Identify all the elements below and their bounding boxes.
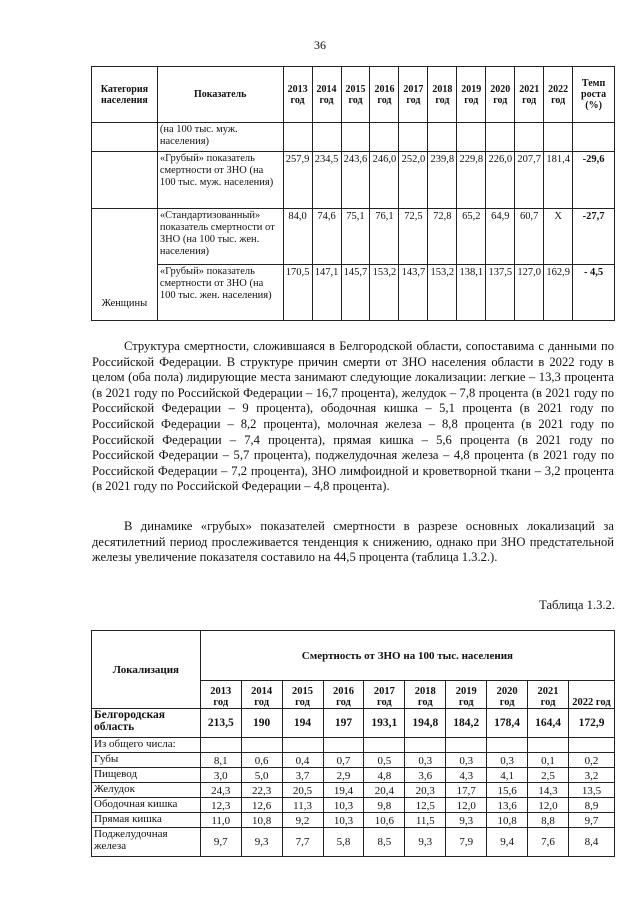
value-cell: 84,0 [283, 209, 312, 265]
table-row [92, 265, 615, 321]
header-year: 2013 год [283, 67, 312, 123]
indicator-cell: (на 100 тыс. муж. населения) [157, 123, 283, 152]
value-cell: 20,4 [364, 783, 405, 798]
header-year: 2018 год [428, 67, 457, 123]
localization-name: Желудок [92, 783, 201, 798]
value-cell: 8,9 [569, 798, 615, 813]
table-header-row [92, 67, 615, 123]
value-cell: 15,6 [487, 783, 528, 798]
localization-name: Прямая кишка [92, 813, 201, 828]
table-row [92, 738, 615, 753]
value-cell: 170,5 [283, 265, 312, 321]
localization-name: Ободочная кишка [92, 798, 201, 813]
value-cell: 12,3 [200, 798, 241, 813]
value-cell: 0,2 [569, 753, 615, 768]
header-year: 2019 год [446, 681, 487, 709]
value-cell: 8,4 [569, 828, 615, 857]
paragraph-structure [92, 339, 614, 495]
value-cell: 0,3 [487, 753, 528, 768]
value-cell: 0,5 [364, 753, 405, 768]
growth-cell: -27,7 [573, 209, 615, 265]
value-cell: 0,3 [446, 753, 487, 768]
indicator-cell: «Грубый» показатель смертности от ЗНО (на 100 тыс. муж. населения) [157, 152, 283, 209]
value-cell: 194,8 [405, 709, 446, 738]
header-year: 2022 год [569, 681, 615, 709]
value-cell: 20,5 [282, 783, 323, 798]
value-cell: 10,3 [323, 813, 364, 828]
value-cell: 9,4 [487, 828, 528, 857]
value-cell: 60,7 [515, 209, 544, 265]
value-cell: 3,6 [405, 768, 446, 783]
value-cell: 164,4 [528, 709, 569, 738]
value-cell: 12,5 [405, 798, 446, 813]
header-category: Категория населения [92, 67, 158, 123]
paragraph-dynamics [92, 519, 614, 566]
value-cell: 138,1 [457, 265, 486, 321]
value-cell [457, 123, 486, 152]
value-cell [283, 123, 312, 152]
header-year: 2021 год [528, 681, 569, 709]
value-cell: 12,0 [446, 798, 487, 813]
value-cell: 4,1 [487, 768, 528, 783]
value-cell: 0,7 [323, 753, 364, 768]
header-year: 2020 год [486, 67, 515, 123]
value-cell: 143,7 [399, 265, 428, 321]
value-cell: 76,1 [370, 209, 399, 265]
value-cell: 13,6 [487, 798, 528, 813]
value-cell: 11,5 [405, 813, 446, 828]
value-cell: 137,5 [486, 265, 515, 321]
value-cell: 3,2 [569, 768, 615, 783]
value-cell: 3,7 [282, 768, 323, 783]
value-cell: 22,3 [241, 783, 282, 798]
header-year: 2014 год [241, 681, 282, 709]
header-year: 2020 год [487, 681, 528, 709]
value-cell: 10,3 [323, 798, 364, 813]
value-cell: 3,0 [200, 768, 241, 783]
value-cell: 10,6 [364, 813, 405, 828]
header-year: 2015 год [341, 67, 370, 123]
value-cell: 0,3 [405, 753, 446, 768]
value-cell [370, 123, 399, 152]
value-cell: 9,3 [241, 828, 282, 857]
value-cell: 234,5 [312, 152, 341, 209]
value-cell: 9,3 [405, 828, 446, 857]
table-row [92, 783, 615, 798]
value-cell: 226,0 [486, 152, 515, 209]
value-cell: 243,6 [341, 152, 370, 209]
header-year: 2016 год [370, 67, 399, 123]
localization-name: Пищевод [92, 768, 201, 783]
value-cell: 252,0 [399, 152, 428, 209]
header-growth: Темп роста (%) [573, 67, 615, 123]
growth-cell [573, 123, 615, 152]
value-cell [428, 123, 457, 152]
value-cell: 153,2 [370, 265, 399, 321]
value-cell: 246,0 [370, 152, 399, 209]
value-cell: 11,0 [200, 813, 241, 828]
value-cell: 2,5 [528, 768, 569, 783]
value-cell: 12,0 [528, 798, 569, 813]
value-cell: 9,8 [364, 798, 405, 813]
value-cell: 72,5 [399, 209, 428, 265]
value-cell: 14,3 [528, 783, 569, 798]
value-cell: 0,1 [528, 753, 569, 768]
value-cell: 11,3 [282, 798, 323, 813]
header-year: 2015 год [282, 681, 323, 709]
value-cell: 10,8 [241, 813, 282, 828]
header-year: 2014 год [312, 67, 341, 123]
value-cell: 19,4 [323, 783, 364, 798]
value-cell: 7,9 [446, 828, 487, 857]
value-cell: 162,9 [544, 265, 573, 321]
table-row [92, 798, 615, 813]
header-group: Смертность от ЗНО на 100 тыс. населения [200, 631, 614, 681]
table-row [92, 152, 615, 209]
value-cell: 7,6 [528, 828, 569, 857]
value-cell: 65,2 [457, 209, 486, 265]
value-cell: 172,9 [569, 709, 615, 738]
value-cell: 20,3 [405, 783, 446, 798]
value-cell [515, 123, 544, 152]
value-cell: 239,8 [428, 152, 457, 209]
header-year: 2022 год [544, 67, 573, 123]
header-year: 2018 год [405, 681, 446, 709]
mortality-by-localization-table [91, 630, 615, 857]
table-row [92, 123, 615, 152]
table-row [92, 709, 615, 738]
table-row [92, 828, 615, 857]
header-year: 2021 год [515, 67, 544, 123]
value-cell: 181,4 [544, 152, 573, 209]
table-row [92, 768, 615, 783]
value-cell: 10,8 [487, 813, 528, 828]
category-cell-empty [92, 123, 158, 152]
value-cell: 0,4 [282, 753, 323, 768]
value-cell: 4,8 [364, 768, 405, 783]
indicator-cell: «Стандартизованный» показатель смертности от ЗНО (на 100 тыс. жен. населения) [157, 209, 283, 265]
value-cell: 127,0 [515, 265, 544, 321]
value-cell [341, 123, 370, 152]
value-cell: 13,5 [569, 783, 615, 798]
value-cell [544, 123, 573, 152]
header-year: 2019 год [457, 67, 486, 123]
growth-cell: - 4,5 [573, 265, 615, 321]
value-cell: 24,3 [200, 783, 241, 798]
value-cell: 7,7 [282, 828, 323, 857]
value-cell: 5,0 [241, 768, 282, 783]
table-header-row [92, 631, 615, 681]
value-cell: 207,7 [515, 152, 544, 209]
header-year: 2016 год [323, 681, 364, 709]
value-cell: 193,1 [364, 709, 405, 738]
value-cell: 9,7 [200, 828, 241, 857]
category-cell-empty [92, 152, 158, 209]
value-cell: 2,9 [323, 768, 364, 783]
value-cell: 194 [282, 709, 323, 738]
value-cell: 12,6 [241, 798, 282, 813]
value-cell: 153,2 [428, 265, 457, 321]
value-cell [312, 123, 341, 152]
indicator-cell: «Грубый» показатель смертности от ЗНО (на 100 тыс. жен. населения) [157, 265, 283, 321]
value-cell: 75,1 [341, 209, 370, 265]
value-cell: 178,4 [487, 709, 528, 738]
value-cell: 64,9 [486, 209, 515, 265]
value-cell: 8,8 [528, 813, 569, 828]
header-year: 2017 год [364, 681, 405, 709]
localization-name: Поджелудочная железа [92, 828, 201, 857]
page-number: 36 [314, 38, 326, 52]
value-cell: 8,1 [200, 753, 241, 768]
growth-cell: -29,6 [573, 152, 615, 209]
subheader-label: Из общего числа: [92, 738, 201, 753]
value-cell: 9,2 [282, 813, 323, 828]
value-cell: 190 [241, 709, 282, 738]
region-label: Белгородская область [92, 709, 201, 738]
value-cell: 9,7 [569, 813, 615, 828]
localization-name: Губы [92, 753, 201, 768]
value-cell [486, 123, 515, 152]
value-cell: 0,6 [241, 753, 282, 768]
value-cell: 184,2 [446, 709, 487, 738]
value-cell: 17,7 [446, 783, 487, 798]
value-cell: 145,7 [341, 265, 370, 321]
value-cell: 8,5 [364, 828, 405, 857]
table-caption: Таблица 1.3.2. [539, 598, 615, 612]
value-cell: 197 [323, 709, 364, 738]
value-cell: 9,3 [446, 813, 487, 828]
header-indicator: Показатель [157, 67, 283, 123]
value-cell: 4,3 [446, 768, 487, 783]
paragraph-text: Структура смертности, сложившаяся в Белгородской области, сопоставима с данными по Российской Федерации. В структуре причин смерти от ЗНО населения области в 2022 году в целом (оба пола) лидирующие места занимают следующие локализации: легкие – 13,3 процента (в 2021 году по Российской Федерации – 16,7 процента), желудок – 7,8 процента (в 2021 году по Российской Федерации – 9 процента), ободочная кишка – 5,1 процента (в 2021 году по Российской Федерации – 8,2 процента), молочная железа – 8,8 процента (в 2021 году по Российской Федерации – 7,4 процента), прямая кишка – 5,6 процента (в 2021 году по Российской Федерации – 5,7 процента), поджелудочная железа – 4,8 процента (в 2021 году по Российской Федерации – 7,2 процента), ЗНО лимфоидной и кроветворной ткани – 3,2 процента (в 2021 году по Российской Федерации – 4,8 процента). [92, 339, 614, 494]
category-women: Женщины [92, 209, 158, 321]
header-year: 2013 год [200, 681, 241, 709]
value-cell: 74,6 [312, 209, 341, 265]
value-cell: Х [544, 209, 573, 265]
value-cell: 257,9 [283, 152, 312, 209]
value-cell [399, 123, 428, 152]
table-row [92, 753, 615, 768]
mortality-indicators-table [91, 66, 615, 321]
paragraph-text: В динамике «грубых» показателей смертности в разрезе основных локализаций за десятилетний период прослеживается тенденция к снижению, однако при ЗНО предстательной железы увеличение показателя составило на 44,5 процента (таблица 1.3.2.). [92, 519, 614, 565]
table-row [92, 209, 615, 265]
value-cell: 147,1 [312, 265, 341, 321]
table-row [92, 813, 615, 828]
value-cell: 229,8 [457, 152, 486, 209]
value-cell: 213,5 [200, 709, 241, 738]
value-cell: 72,8 [428, 209, 457, 265]
header-localization: Локализация [92, 631, 201, 709]
header-year: 2017 год [399, 67, 428, 123]
value-cell: 5,8 [323, 828, 364, 857]
